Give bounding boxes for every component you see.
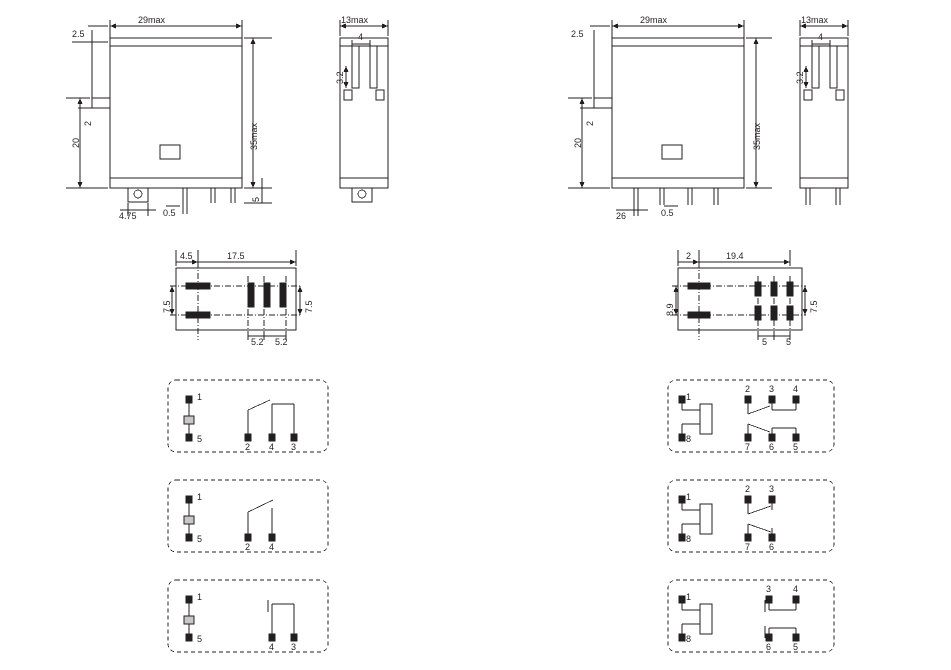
dimension-label: 2	[585, 120, 595, 126]
dimension-label: 20	[71, 137, 81, 148]
pin-label: 3	[291, 642, 297, 652]
dimension-label: 29max	[640, 15, 668, 25]
pin-label: 4	[793, 384, 799, 394]
pin-label: 1	[197, 392, 203, 402]
dimension-label: 7.5	[162, 300, 172, 313]
pin-label: 1	[686, 592, 692, 602]
pin-label: 5	[793, 642, 799, 652]
dimension-label: 5	[762, 337, 768, 347]
right-wiring-1	[668, 380, 834, 452]
dimension-label: 3.2	[795, 71, 805, 84]
dimension-label: 13max	[341, 15, 369, 25]
dimension-label: 26	[616, 211, 627, 221]
pin-label: 2	[245, 442, 251, 452]
dimension-label: 4.5	[180, 251, 193, 261]
right-front-view	[568, 20, 772, 216]
pin-label: 1	[686, 392, 692, 402]
dimension-label: 35max	[249, 122, 259, 150]
pin-label: 8	[686, 434, 692, 444]
left-side-view	[340, 20, 388, 202]
pin-label: 1	[197, 492, 203, 502]
dimension-label: 2.5	[571, 29, 584, 39]
pin-label: 5	[197, 634, 203, 644]
dimension-label: 4	[818, 32, 824, 42]
dimension-label: 0.5	[163, 208, 176, 218]
dimension-label: 4	[358, 32, 364, 42]
pin-label: 4	[793, 584, 799, 594]
dimension-label: 5	[251, 196, 261, 202]
pin-label: 7	[745, 442, 751, 452]
pin-label: 2	[745, 484, 751, 494]
pin-label: 2	[745, 384, 751, 394]
dimension-label: 7.5	[304, 300, 314, 313]
pin-label: 3	[766, 584, 772, 594]
pin-label: 8	[686, 634, 692, 644]
pin-label: 5	[793, 442, 799, 452]
dimension-label: 5.2	[275, 337, 288, 347]
dimension-label: 4.75	[119, 211, 137, 221]
dimension-label: 3.2	[335, 71, 345, 84]
pin-label: 5	[197, 434, 203, 444]
left-pcb-layout	[170, 250, 303, 340]
dimension-label: 13max	[801, 15, 829, 25]
left-front-view	[66, 20, 272, 216]
pin-label: 1	[686, 492, 692, 502]
right-pcb-layout	[672, 250, 808, 340]
right-wiring-3	[668, 580, 834, 652]
pin-label: 3	[769, 484, 775, 494]
dimension-label: 5.2	[251, 337, 264, 347]
dimension-label: 2.5	[72, 29, 85, 39]
dimension-label: 5	[786, 337, 792, 347]
dimension-label: 19.4	[726, 251, 744, 261]
pin-label: 6	[769, 542, 775, 552]
dimension-label: 8.9	[665, 303, 675, 316]
pin-label: 6	[769, 442, 775, 452]
pin-label: 8	[686, 534, 692, 544]
dimension-label: 0.5	[661, 208, 674, 218]
left-wiring-3	[168, 580, 328, 652]
dimension-label: 2	[686, 251, 692, 261]
pin-label: 3	[291, 442, 297, 452]
dimension-label: 7.5	[809, 300, 819, 313]
pin-label: 6	[766, 642, 772, 652]
dimension-label: 17.5	[227, 251, 245, 261]
pin-label: 2	[245, 542, 251, 552]
dimension-label: 35max	[752, 122, 762, 150]
pin-label: 7	[745, 542, 751, 552]
dimension-label: 29max	[138, 15, 166, 25]
right-wiring-2	[668, 480, 834, 552]
dimension-label: 2	[83, 120, 93, 126]
pin-label: 5	[197, 534, 203, 544]
dimension-label: 20	[573, 137, 583, 148]
right-side-view	[800, 20, 848, 205]
pin-label: 3	[769, 384, 775, 394]
pin-label: 1	[197, 592, 203, 602]
pin-label: 4	[269, 642, 275, 652]
pin-label: 4	[269, 442, 275, 452]
pin-label: 4	[269, 542, 275, 552]
